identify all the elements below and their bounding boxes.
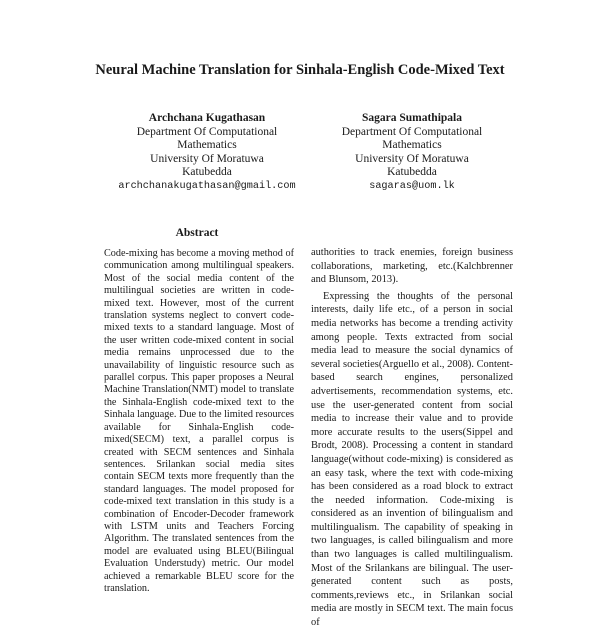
author-city: Katubedda — [387, 166, 437, 178]
author-city: Katubedda — [182, 166, 232, 178]
author-department: Department Of Computational — [341, 125, 483, 138]
author-university: University Of Moratuwa — [355, 152, 469, 165]
right-column-body — [311, 246, 513, 629]
abstract-text: Code-mixing has become a moving method of communication among multilingual speakers. Most of the social media content of the multilingual societies are written in code-mixed text. However, most of the current translation systems neglect to convert code-mixed texts to a standard language. Most of the user written code-mixed content in social media remains unprocessed due to the unavailability of linguistic resource such as parallel corpus. This paper proposes a Neural Machine Translation(NMT) model to translate the Sinhala-English code-mixed text to the Sinhala language. Due to the limited resources available for Sinhala-English code-mixed(SECM) text, a parallel corpus is created with SECM sentences and Sinhala sentences. Srilankan social media sites contain SECM texts more frequently than the standard languages. The model proposed for code-mixed text translation in this study is a combination of Encoder-Decoder framework with LSTM units and Teachers Forcing Algorithm. The translated sentences from the model are evaluated using BLEU(Bilingual Evaluation Understudy) metric. Our model achieved a remarkable BLEU score for the translation. — [104, 248, 294, 594]
body-paragraph: authorities to track enemies, foreign business collaborations, marketing, etc.(Kalchbrenner and Blunsom, 2013). — [311, 247, 513, 286]
author-email: sagaras@uom.lk — [369, 180, 455, 192]
author-department-line-2: Mathematics — [382, 139, 442, 151]
abstract-body — [104, 248, 294, 600]
abstract-heading: Abstract — [175, 227, 219, 239]
author-department: Department Of Computational — [136, 125, 278, 138]
author-email: archchanakugathasan@gmail.com — [118, 180, 296, 192]
author-block-1 — [97, 112, 317, 193]
paper-title: Neural Machine Translation for Sinhala-English Code-Mixed Text — [95, 62, 505, 78]
author-university: University Of Moratuwa — [150, 152, 264, 165]
author-name: Sagara Sumathipala — [361, 112, 462, 124]
body-paragraph: Expressing the thoughts of the personal interests, daily life etc., of a person in social media networks has become a trending activity among people. Texts extracted from social media lead to measure the social dynamics of several societies(Arguello et al., 2008). Content-based search engines, personalized advertisements, recommendation systems, etc. use the user-generated content from social media to increase their value and to provide more accurate results to the users(Sippel and Brodt, 2008). Processing a content in standard language(without code-mixing) is considered as an easy task, where the text with code-mixing has been considered as a road block to extract the needed information. Code-mixing is considered as an invention of bilingualism and multilingualism. The capability of speaking in two languages, is called bilingualism and more than two languages is called multilingualism. Most of the Srilankans are bilingual. The user-generated content such as posts, comments,reviews etc., in Srilankan social media are mostly in SECM text. The main focus of — [311, 290, 513, 629]
author-department-line-2: Mathematics — [177, 139, 237, 151]
author-name: Archchana Kugathasan — [148, 112, 266, 124]
author-block-2 — [302, 112, 522, 193]
